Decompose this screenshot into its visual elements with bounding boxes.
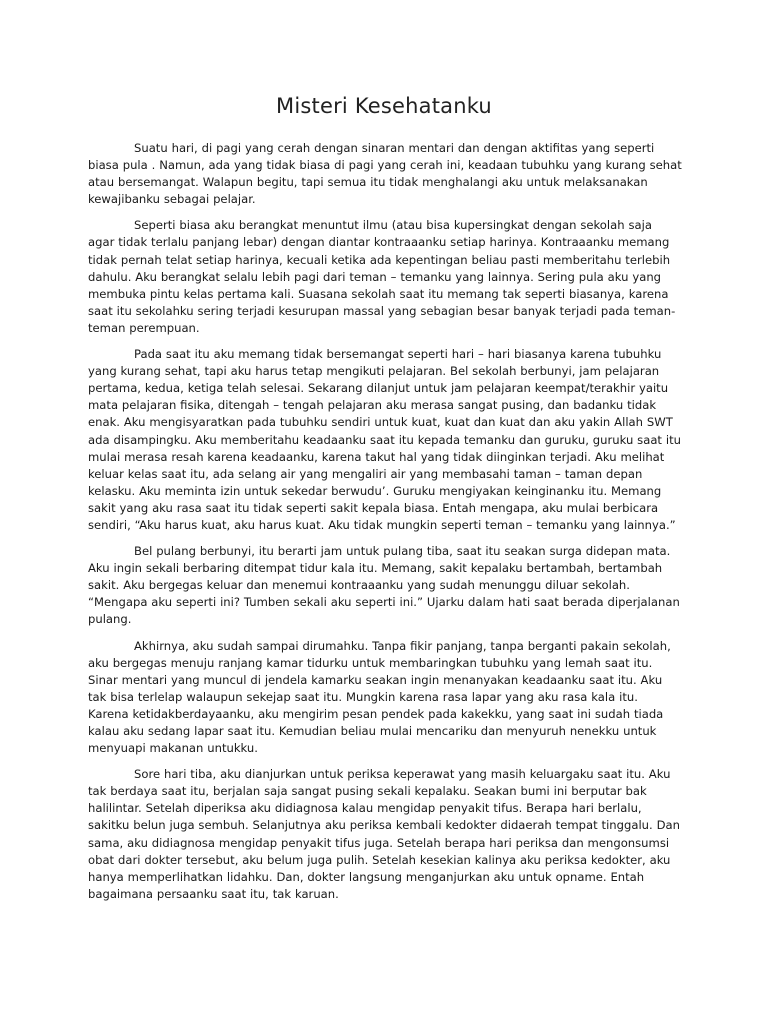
document-title: Misteri Kesehatanku [276,94,492,118]
paragraph-4: Bel pulang berbunyi, itu berarti jam untuk pulang tiba, saat itu seakan surga didepan mata. Aku ingin sekali berbaring ditempat tidur kala itu. Memang, sakit kepalaku bertambah, bertambah sakit. Aku bergegas keluar dan menemui kontraaanku yang sudah menunggu diluar sekolah. “Mengapa aku seperti ini? Tumben sekali aku seperti ini.” Ujarku dalam hati saat berada diperjalanan pulang. [88,544,680,627]
paragraph-3: Pada saat itu aku memang tidak bersemangat seperti hari – hari biasanya karena tubuhku yang kurang sehat, tapi aku harus tetap mengikuti pelajaran. Bel sekolah berbunyi, jam pelajaran pertama, kedua, ketiga telah selesai. Sekarang dilanjut untuk jam pelajaran keempat/terakhir yaitu mata pelajaran fisika, ditengah – tengah pelajaran aku merasa sangat pusing, dan badanku tidak enak. Aku mengisyaratkan pada tubuhku sendiri untuk kuat, kuat dan kuat dan aku yakin Allah SWT ada disampingku. Aku memberitahu keadaanku saat itu kepada temanku dan guruku, guruku saat itu mulai merasa resah karena keadaanku, karena takut hal yang tidak diinginkan terjadi. Aku melihat keluar kelas saat itu, ada selang air yang mengaliri air yang membasahi taman – taman depan kelasku. Aku meminta izin untuk sekedar berwudu’. Guruku mengiyakan keinginanku itu. Memang sakit yang aku rasa saat itu tidak seperti sakit kepala biasa. Entah mengapa, aku mulai berbicara sendiri, “Aku harus kuat, aku harus kuat. Aku tidak mungkin seperti teman – temanku yang lainnya.” [88,347,681,532]
paragraph-6: Sore hari tiba, aku dianjurkan untuk periksa keperawat yang masih keluargaku saat itu. Aku tak berdaya saat itu, berjalan saja sangat pusing sekali kepalaku. Seakan bumi ini berputar bak halilintar. Setelah diperiksa aku didiagnosa kalau mengidap penyakit tifus. Berapa hari berlalu, sakitku belun juga sembuh. Selanjutnya aku periksa kembali kedokter didaerah tempat tinggalu. Dan sama, aku didiagnosa mengidap penyakit tifus juga. Setelah berapa hari periksa dan mengonsumsi obat dari dokter tersebut, aku belum juga pulih. Setelah kesekian kalinya aku periksa kedokter, aku hanya memperlihatkan lidahku. Dan, dokter langsung menganjurkan aku untuk opname. Entah bagaimana persaanku saat itu, tak karuan. [88,767,680,901]
paragraph-1: Suatu hari, di pagi yang cerah dengan sinaran mentari dan dengan aktifitas yang seperti biasa pula . Namun, ada yang tidak biasa di pagi yang cerah ini, keadaan tubuhku yang kurang sehat atau bersemangat. Walapun begitu, tapi semua itu tidak menghalangi aku untuk melaksanakan kewajibanku sebagai pelajar. [88,141,682,207]
paragraph-5: Akhirnya, aku sudah sampai dirumahku. Tanpa fikir panjang, tanpa berganti pakain sekolah, aku bergegas menuju ranjang kamar tidurku untuk membaringkan tubuhku yang lemah saat itu. Sinar mentari yang muncul di jendela kamarku seakan ingin menanyakan keadaanku saat itu. Aku tak bisa terlelap walaupun sekejap saat itu. Mungkin karena rasa lapar yang aku rasa kala itu. Karena ketidakberdayaanku, aku mengirim pesan pendek pada kakekku, yang saat ini sudah tiada kalau aku sedang lapar saat itu. Kemudian beliau mulai mencariku dan menyuruh nenekku untuk menyuapi makanan untukku. [88,638,671,756]
paragraph-2: Seperti biasa aku berangkat menuntut ilmu (atau bisa kupersingkat dengan sekolah saja agar tidak terlalu panjang lebar) dengan diantar kontraaanku setiap harinya. Kontraaanku memang tidak pernah telat setiap harinya, kecuali ketika ada kepentingan beliau pasti memberitahu terlebih dahulu. Aku berangkat selalu lebih pagi dari teman – temanku yang lainnya. Sering pula aku yang membuka pintu kelas pertama kali. Suasana sekolah saat itu memang tak seperti biasanya, karena saat itu sekolahku sering terjadi kesurupan massal yang sebagian besar banyak terjadi pada teman-teman perempuan. [88,218,676,335]
document-body [88,140,682,912]
